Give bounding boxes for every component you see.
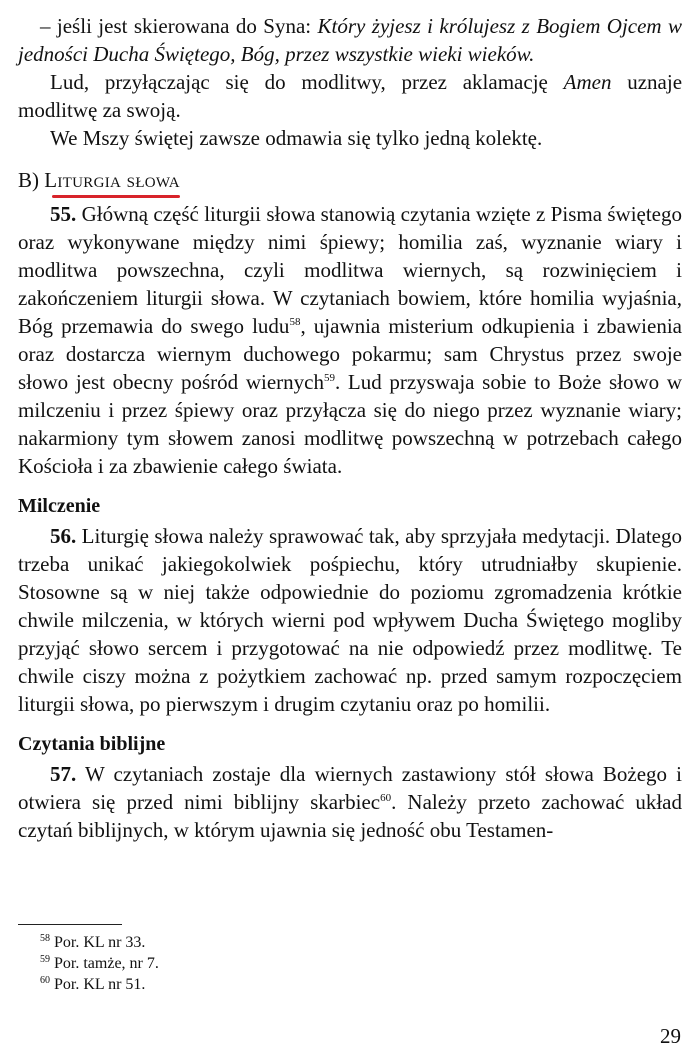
section-heading [18, 166, 682, 194]
p55-text-2: , ujawnia misterium odkupienia i zbawienia oraz dostarcza wiernym duchowego pokarmu; sam Chrystus przez swoje słowo jest obecny pośród wiernych [18, 314, 682, 394]
footnote-59 [40, 953, 159, 974]
page-body [18, 12, 682, 844]
intro-dash-text: – jeśli jest skierowana do Syna: [40, 14, 318, 38]
section-title-annotated [18, 166, 180, 194]
footnote-number: 59 [40, 953, 50, 965]
footnote-number: 60 [40, 974, 50, 986]
footnote-58 [40, 932, 159, 953]
subheading-milczenie: Milczenie [18, 495, 101, 517]
amen-italic: Amen [563, 70, 612, 94]
paragraph-number-56: 56. [50, 524, 77, 548]
intro-paragraph-1 [18, 12, 682, 68]
red-underline-annotation [52, 195, 180, 198]
intro-p2-text-b: uznaje modlitwę za swoją. [18, 70, 683, 122]
p55-text-3: . Lud przyswaja sobie to Boże słowo w milczeniu i przez śpiewy oraz przyłącza się do niego przez wyznanie wiary; nakarmiony tym słowem zanosi modlitwę powszechną w potrzebach całego Kościoła i za zbawienie całego świata. [18, 370, 682, 478]
intro-p2-text-a: Lud, przyłączając się do modlitwy, przez aklamację [50, 70, 564, 94]
subheading-czytania-biblijne: Czytania biblijne [18, 733, 166, 755]
p56-text: Liturgię słowa należy sprawować tak, aby sprzyjała medytacji. Dlatego trzeba unikać jakiegokolwiek pośpiechu, który utrudniałby skupienie. Stosowne są w niej także odpowiednie do poziomu zgromadzenia krótkie chwile milczenia, w których wierni pod wpływem Ducha Świętego mogliby przyjąć słowo sercem i przygotować na nie odpowiedź przez modlitwę. Te chwile ciszy można z pożytkiem zachować np. przed samym rozpoczęciem liturgii słowa, po pierwszym i drugim czytaniu oraz po homilii. [18, 524, 682, 716]
paragraph-57 [18, 760, 682, 844]
paragraph-number-55: 55. [50, 202, 77, 226]
footnote-divider [18, 924, 122, 925]
section-title: Liturgia słowa [44, 168, 180, 192]
paragraph-number-57: 57. [50, 762, 77, 786]
footnote-ref-59[interactable]: 59 [323, 372, 335, 384]
footnote-ref-58[interactable]: 58 [289, 316, 301, 328]
footnotes [40, 932, 159, 995]
footnote-text: Por. KL nr 33. [54, 934, 146, 951]
p57-text-2: . Należy przeto zachować układ czytań biblijnych, w którym ujawnia się jedność obu Testamen- [18, 790, 682, 842]
footnote-text: Por. tamże, nr 7. [54, 955, 159, 972]
intro-paragraph-2 [18, 68, 682, 124]
paragraph-56 [18, 522, 682, 718]
paragraph-55 [18, 200, 682, 480]
page-number: 29 [660, 1024, 681, 1048]
intro-paragraph-3: We Mszy świętej zawsze odmawia się tylko jedną kolektę. [50, 126, 543, 150]
footnote-60 [40, 974, 159, 995]
section-prefix: B) [18, 168, 45, 192]
p55-text-1: Główną część liturgii słowa stanowią czytania wzięte z Pisma świętego oraz wykonywane między nimi śpiewy; homilia zaś, wyznanie wiary i modlitwa powszechna, czyli modlitwa wiernych, są rozwinięciem i zakończeniem liturgii słowa. W czytaniach bowiem, które homilia wyjaśnia, Bóg przemawia do swego ludu [18, 202, 683, 338]
footnote-ref-60[interactable]: 60 [380, 792, 392, 804]
footnote-text: Por. KL nr 51. [54, 976, 146, 993]
p57-text-1: W czytaniach zostaje dla wiernych zastawiony stół słowa Bożego i otwiera się przed nimi biblijny skarbiec [18, 762, 682, 814]
footnote-number: 58 [40, 932, 50, 944]
intro-italic-text: Który żyjesz i królujesz z Bogiem Ojcem w jedności Ducha Świętego, Bóg, przez wszystkie wieki wieków. [18, 14, 682, 66]
